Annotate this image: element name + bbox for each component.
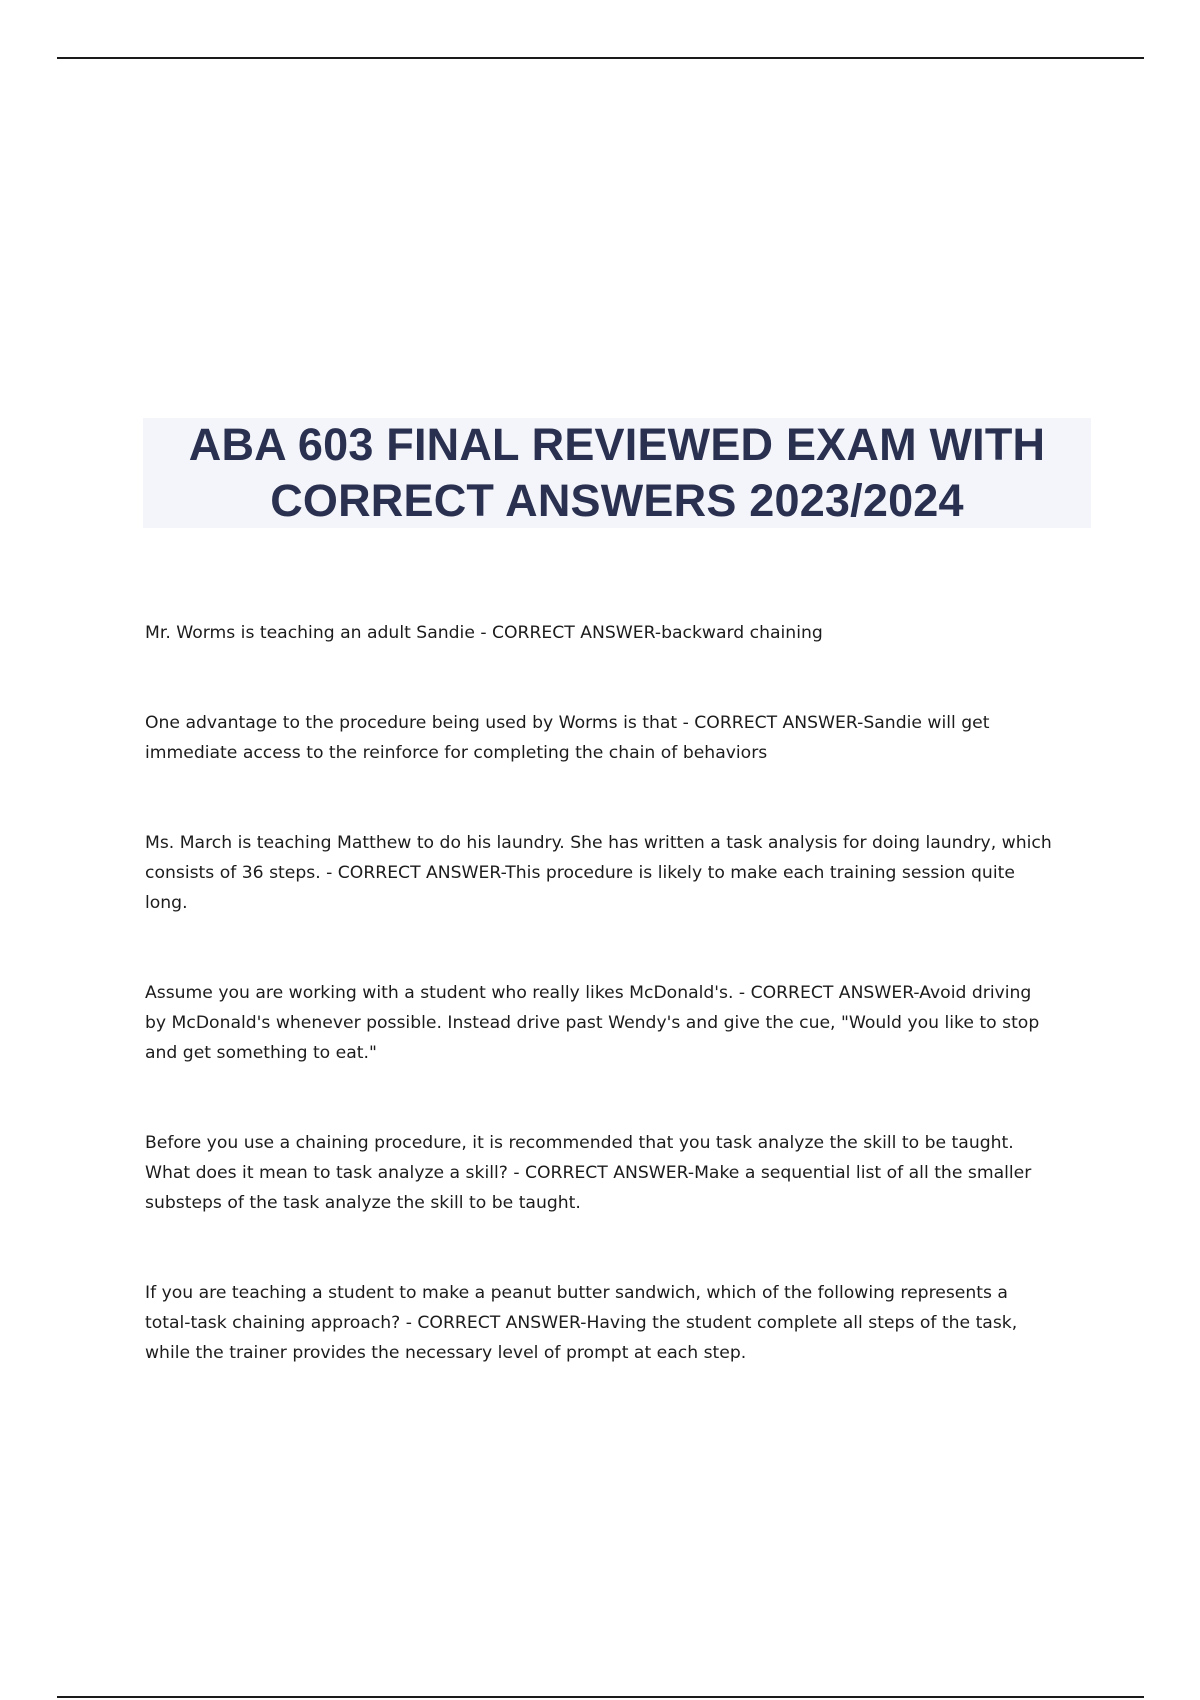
qa-item-6: If you are teaching a student to make a peanut butter sandwich, which of the following represents a total-task chaining approach? - CORRECT ANSWER-Having the student complete all steps of the task, while the trainer provides the necessary level of prompt at each step. xyxy=(145,1283,1018,1363)
qa-item-2: One advantage to the procedure being used by Worms is that - CORRECT ANSWER-Sandie will get immediate access to the reinforce for completing the chain of behaviors xyxy=(145,713,990,763)
qa-list xyxy=(145,618,1095,1368)
qa-item-5: Before you use a chaining procedure, it is recommended that you task analyze the skill to be taught. What does it mean to task analyze a skill? - CORRECT ANSWER-Make a sequential list of all the smaller substeps of the task analyze the skill to be taught. xyxy=(145,1133,1032,1213)
bottom-divider xyxy=(57,1696,1144,1698)
top-divider xyxy=(57,57,1144,59)
qa-item-4: Assume you are working with a student who really likes McDonald's. - CORRECT ANSWER-Avoid driving by McDonald's whenever possible. Instead drive past Wendy's and give the cue, "Would you like to stop and get something to eat." xyxy=(145,983,1040,1063)
qa-item-3: Ms. March is teaching Matthew to do his laundry. She has written a task analysis for doing laundry, which consists of 36 steps. - CORRECT ANSWER-This procedure is likely to make each training session quite long. xyxy=(145,833,1052,913)
document-title: ABA 603 FINAL REVIEWED EXAM WITH CORRECT ANSWERS 2023/2024 xyxy=(188,419,1046,526)
qa-item-1: Mr. Worms is teaching an adult Sandie - CORRECT ANSWER-backward chaining xyxy=(145,623,823,643)
title-banner xyxy=(143,418,1091,528)
